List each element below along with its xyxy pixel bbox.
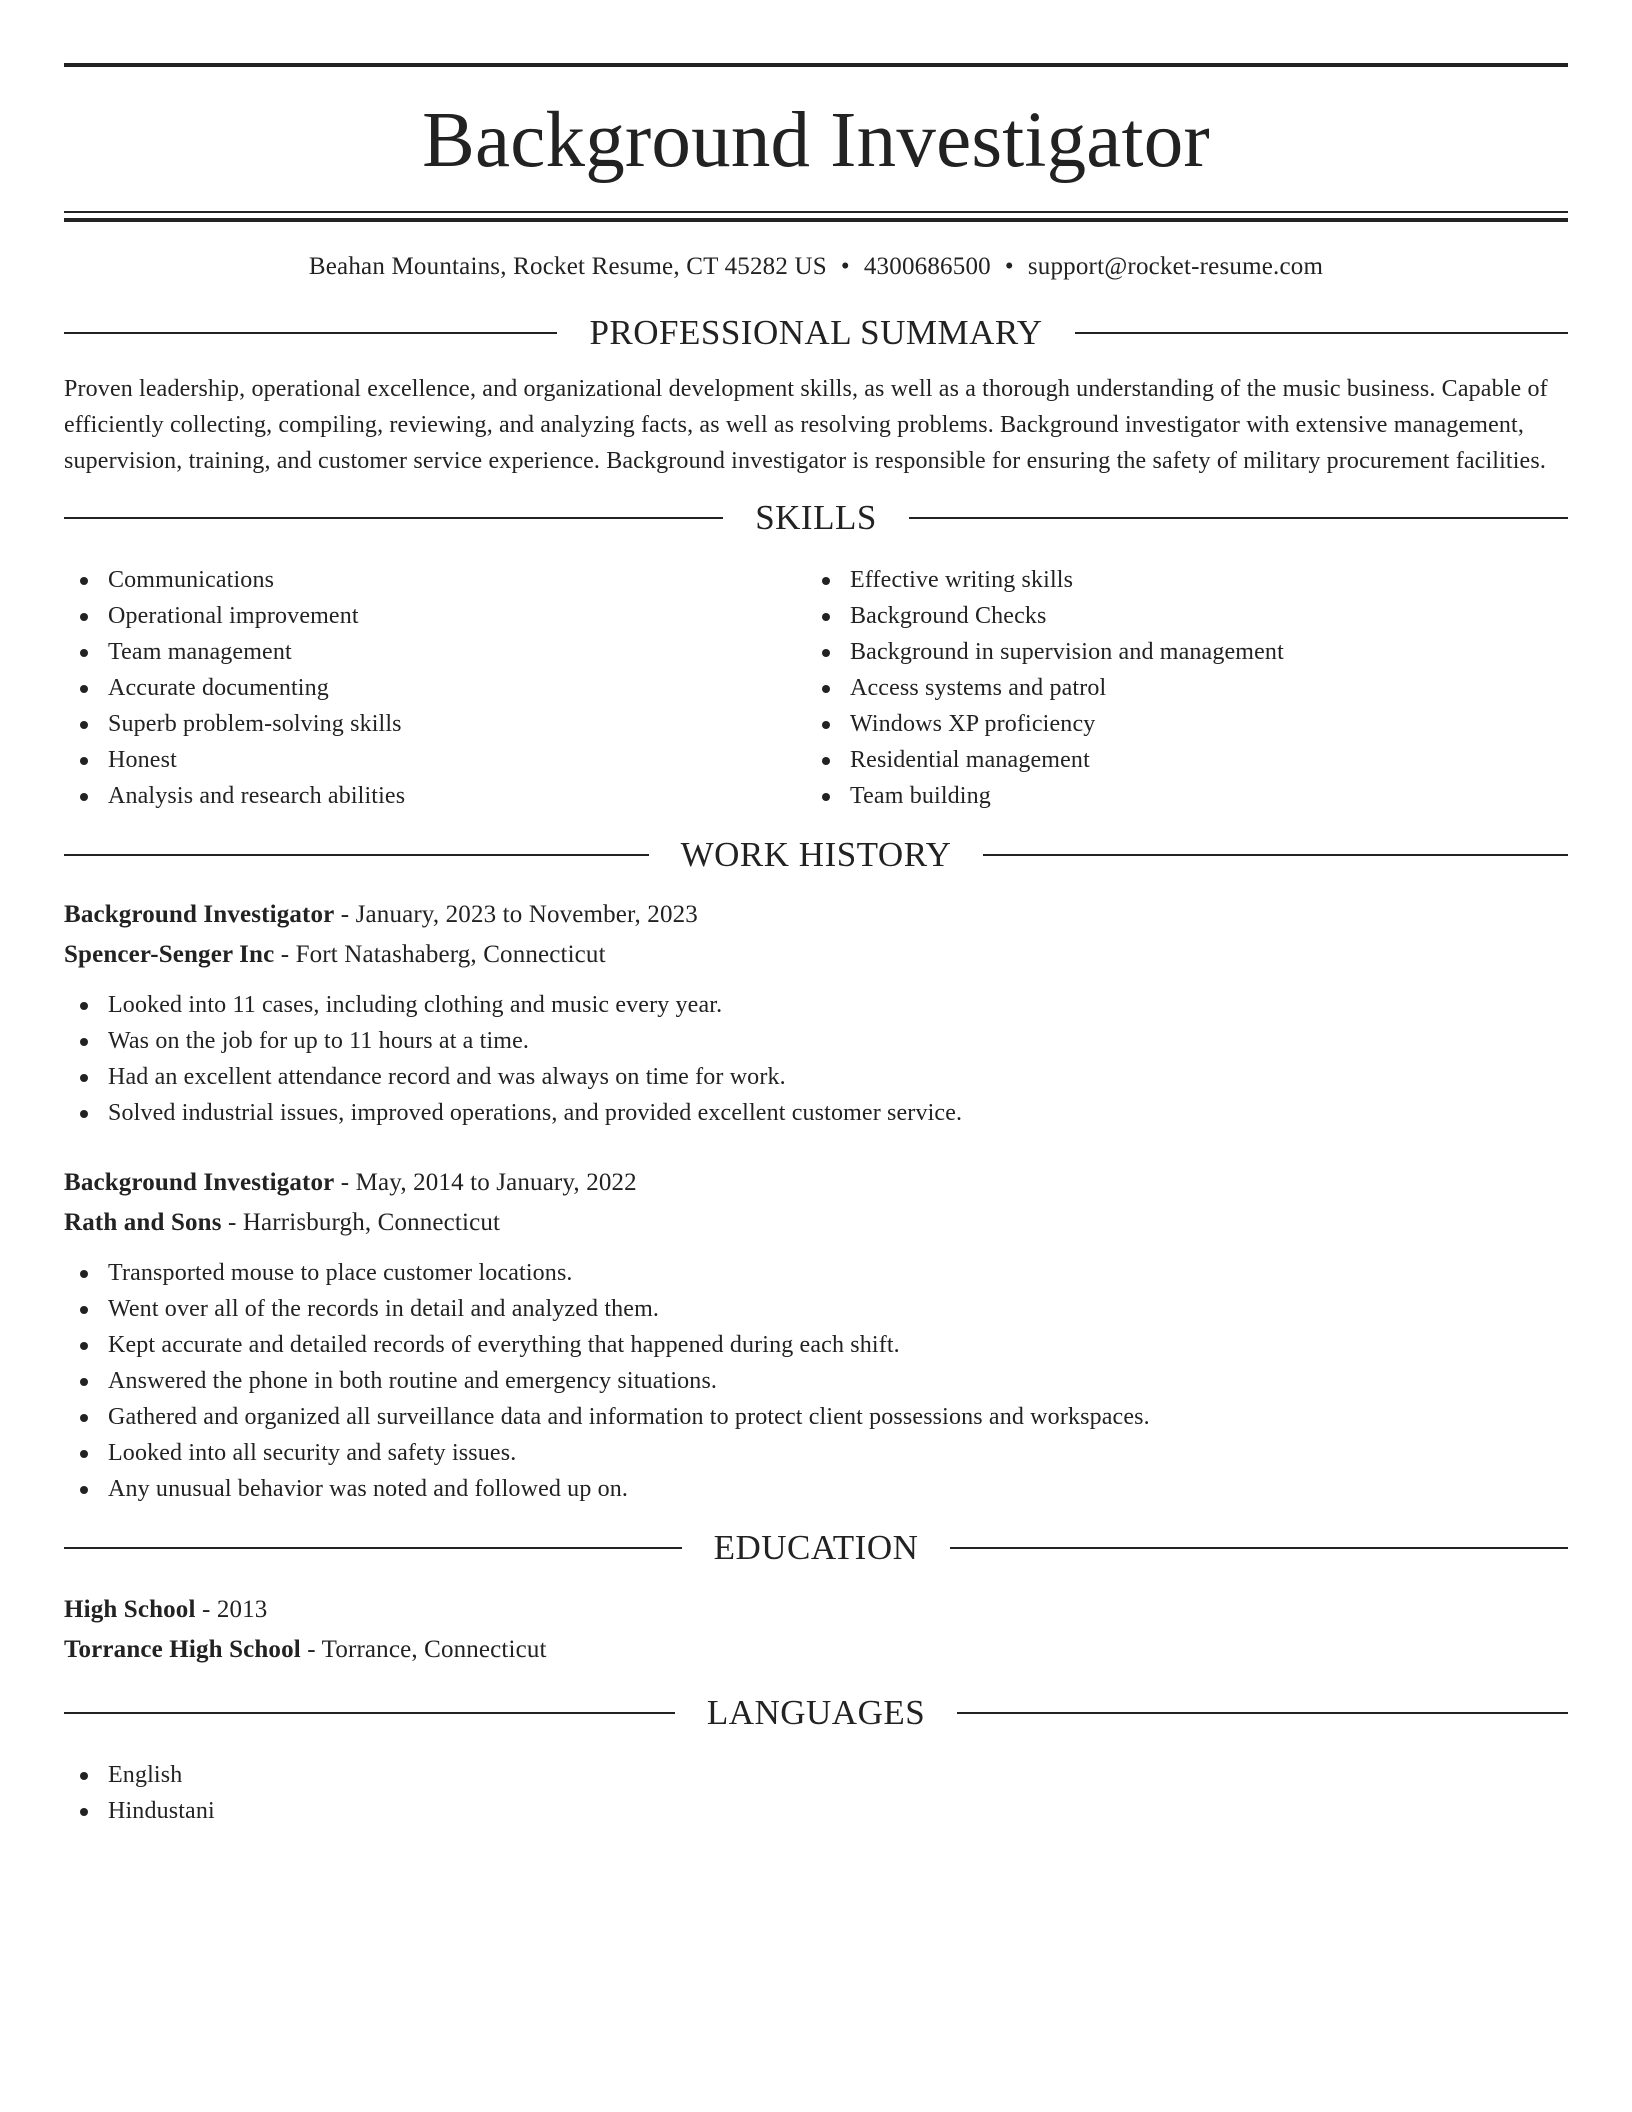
- education-year: - 2013: [195, 1596, 268, 1623]
- languages-heading: [64, 1693, 1568, 1733]
- job-company-line: [64, 935, 1568, 975]
- heading-rule: [64, 1712, 675, 1714]
- education-location: - Torrance, Connecticut: [300, 1636, 547, 1663]
- job-bullet: Solved industrial issues, improved operations, and provided excellent customer service.: [64, 1095, 1568, 1131]
- skill-item: Communications: [64, 562, 806, 598]
- summary-heading: [64, 313, 1568, 353]
- job-dates: - January, 2023 to November, 2023: [334, 901, 698, 928]
- skill-item: Analysis and research abilities: [64, 778, 806, 814]
- heading-rule: [957, 1712, 1568, 1714]
- job-bullet: Looked into all security and safety issues.: [64, 1435, 1568, 1471]
- skill-item: Accurate documenting: [64, 670, 806, 706]
- education-school: Torrance High School: [64, 1636, 301, 1663]
- heading-rule: [909, 517, 1568, 519]
- job-title-line: [64, 895, 1568, 935]
- summary-text: Proven leadership, operational excellence, and organizational development skills, as well as a thorough understanding of the music business. Capable of efficiently collecting, compiling, reviewing, and analyzing facts, as well as resolving problems. Background investigator with extensive management, supervision, training, and customer service experience. Background investigator is responsible for ensuring the safety of military procurement facilities.: [64, 376, 1548, 474]
- skills-heading: [64, 498, 1568, 538]
- contact-email: support@rocket-resume.com: [1027, 253, 1324, 280]
- job-title: Background Investigator: [64, 901, 335, 928]
- job-entry: [64, 895, 1568, 1131]
- skills-list-left: [64, 562, 806, 814]
- skills-columns: [64, 562, 1568, 814]
- skill-item: Team building: [806, 778, 1568, 814]
- heading-rule: [64, 517, 723, 519]
- skill-item: Operational improvement: [64, 598, 806, 634]
- language-item: Hindustani: [64, 1793, 1568, 1829]
- skill-item: Effective writing skills: [806, 562, 1568, 598]
- skill-item: Access systems and patrol: [806, 670, 1568, 706]
- education-entry: [64, 1590, 1568, 1670]
- work-heading: [64, 835, 1568, 875]
- job-bullet: Looked into 11 cases, including clothing and music every year.: [64, 987, 1568, 1023]
- section-title: WORK HISTORY: [680, 835, 952, 874]
- education-degree-line: [64, 1590, 1568, 1630]
- heading-rule: [64, 1547, 682, 1549]
- contact-separator: •: [1004, 253, 1014, 280]
- heading-rule: [983, 854, 1568, 856]
- skills-list-right: [806, 562, 1568, 814]
- job-bullet: Answered the phone in both routine and emergency situations.: [64, 1363, 1568, 1399]
- language-item: English: [64, 1757, 1568, 1793]
- skill-item: Team management: [64, 634, 806, 670]
- section-title: EDUCATION: [713, 1528, 919, 1567]
- contact-address: Beahan Mountains, Rocket Resume, CT 45282 US: [308, 253, 827, 280]
- job-company: Spencer-Senger Inc: [64, 941, 275, 968]
- resume-name: Background Investigator: [422, 97, 1210, 184]
- contact-line: [64, 252, 1568, 282]
- skill-item: Windows XP proficiency: [806, 706, 1568, 742]
- skill-item: Honest: [64, 742, 806, 778]
- job-bullet: Kept accurate and detailed records of everything that happened during each shift.: [64, 1327, 1568, 1363]
- job-bullet: Gathered and organized all surveillance data and information to protect client possessions and workspaces.: [64, 1399, 1568, 1435]
- section-title: PROFESSIONAL SUMMARY: [589, 313, 1043, 352]
- education-degree: High School: [64, 1596, 196, 1623]
- job-bullet: Was on the job for up to 11 hours at a time.: [64, 1023, 1568, 1059]
- job-title-line: [64, 1163, 1568, 1203]
- skill-item: Background Checks: [806, 598, 1568, 634]
- job-bullets: [64, 987, 1568, 1131]
- education-school-line: [64, 1630, 1568, 1670]
- skill-item: Superb problem-solving skills: [64, 706, 806, 742]
- education-heading: [64, 1528, 1568, 1568]
- header-double-rule: [64, 211, 1568, 222]
- contact-separator: •: [840, 253, 850, 280]
- section-title: LANGUAGES: [706, 1693, 926, 1732]
- languages-list: [64, 1757, 1568, 1829]
- job-location: - Harrisburgh, Connecticut: [221, 1209, 501, 1236]
- job-company: Rath and Sons: [64, 1209, 222, 1236]
- job-title: Background Investigator: [64, 1169, 335, 1196]
- job-entry: [64, 1163, 1568, 1507]
- heading-rule: [64, 332, 557, 334]
- job-location: - Fort Natashaberg, Connecticut: [274, 941, 606, 968]
- job-dates: - May, 2014 to January, 2022: [334, 1169, 637, 1196]
- contact-phone: 4300686500: [863, 253, 991, 280]
- heading-rule: [64, 854, 649, 856]
- skill-item: Background in supervision and management: [806, 634, 1568, 670]
- job-bullet: Went over all of the records in detail and analyzed them.: [64, 1291, 1568, 1327]
- job-bullet: Had an excellent attendance record and was always on time for work.: [64, 1059, 1568, 1095]
- job-bullets: [64, 1255, 1568, 1507]
- job-company-line: [64, 1203, 1568, 1243]
- top-rule: [64, 63, 1568, 67]
- heading-rule: [950, 1547, 1568, 1549]
- job-bullet: Any unusual behavior was noted and followed up on.: [64, 1471, 1568, 1507]
- job-bullet: Transported mouse to place customer locations.: [64, 1255, 1568, 1291]
- section-title: SKILLS: [755, 498, 877, 537]
- heading-rule: [1075, 332, 1568, 334]
- skill-item: Residential management: [806, 742, 1568, 778]
